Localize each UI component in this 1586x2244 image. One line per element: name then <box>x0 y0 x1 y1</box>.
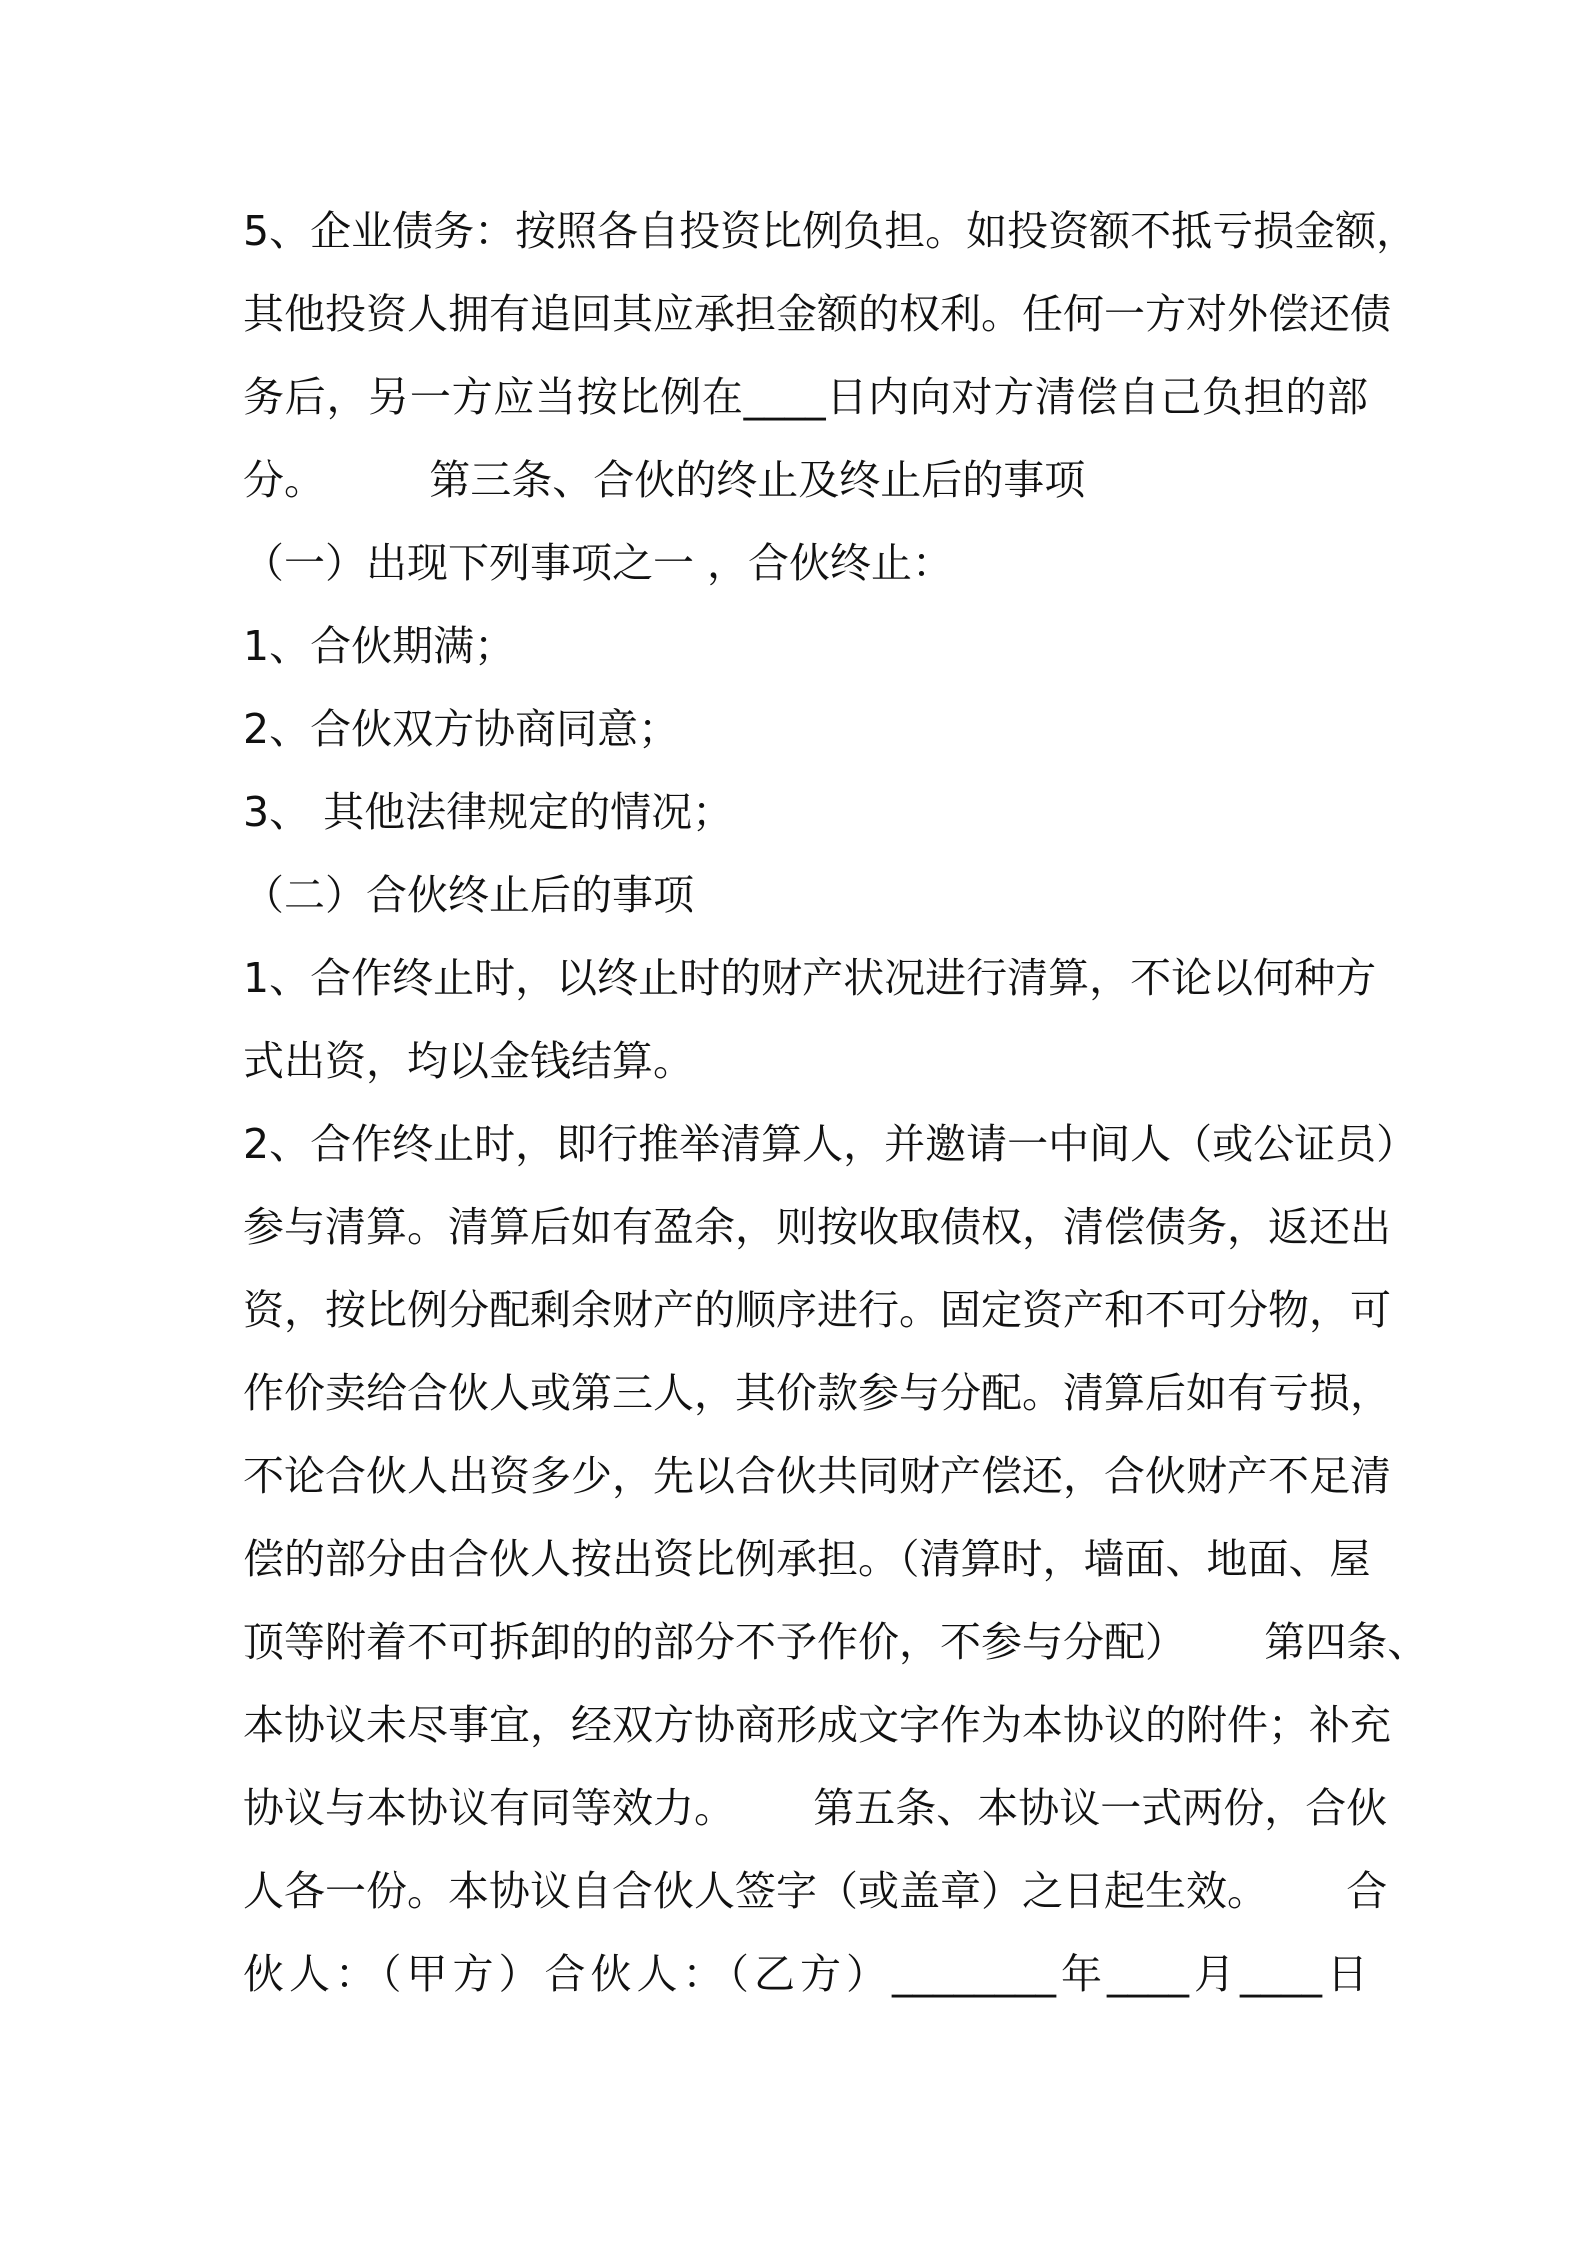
paragraph-line: 式出资，均以金钱结算。 <box>243 1037 694 1085</box>
paragraph-line: 本协议未尽事宜，经双方协商形成文字作为本协议的附件；补充 <box>243 1701 1391 1749</box>
paragraph-line: 务后，另一方应当按比例在____日内向对方清偿自己负担的部 <box>243 373 1368 421</box>
paragraph-line: 资，按比例分配剩余财产的顺序进行。固定资产和不可分物，可 <box>243 1286 1391 1334</box>
document-body <box>243 199 1429 2025</box>
signature-line: 伙人：（甲方）合伙人：（乙方）________年____月____日 <box>243 1950 1368 1998</box>
paragraph-line: 5、企业债务：按照各自投资比例负担。如投资额不抵亏损金额， <box>243 207 1418 255</box>
list-item: 2、合作终止时，即行推举清算人，并邀请一中间人（或公证员） <box>243 1120 1418 1168</box>
paragraph-line: 顶等附着不可拆卸的的部分不予作价，不参与分配） 第四条、 <box>243 1618 1429 1666</box>
paragraph-line: 其他投资人拥有追回其应承担金额的权利。任何一方对外偿还债 <box>243 290 1391 338</box>
paragraph-line: 参与清算。清算后如有盈余，则按收取债权，清偿债务，返还出 <box>243 1203 1391 1251</box>
paragraph-line: 人各一份。本协议自合伙人签字（或盖章）之日起生效。 合 <box>243 1867 1388 1915</box>
list-item: 1、合作终止时，以终止时的财产状况进行清算，不论以何种方 <box>243 954 1377 1002</box>
list-item: 2、合伙双方协商同意； <box>243 705 680 753</box>
paragraph-line: 协议与本协议有同等效力。 第五条、本协议一式两份，合伙 <box>243 1784 1388 1832</box>
paragraph-line: 不论合伙人出资多少，先以合伙共同财产偿还，合伙财产不足清 <box>243 1452 1391 1500</box>
paragraph-line: 分。 第三条、合伙的终止及终止后的事项 <box>243 456 1086 504</box>
paragraph-line: 作价卖给合伙人或第三人，其价款参与分配。清算后如有亏损， <box>243 1369 1391 1417</box>
section-heading: （一）出现下列事项之一 ，合伙终止： <box>243 539 954 587</box>
paragraph-line: 偿的部分由合伙人按出资比例承担。（清算时，墙面、地面、屋 <box>243 1535 1371 1583</box>
list-item: 3、 其他法律规定的情况； <box>243 788 734 836</box>
list-item: 1、合伙期满； <box>243 622 516 670</box>
section-heading: （二）合伙终止后的事项 <box>243 871 694 919</box>
